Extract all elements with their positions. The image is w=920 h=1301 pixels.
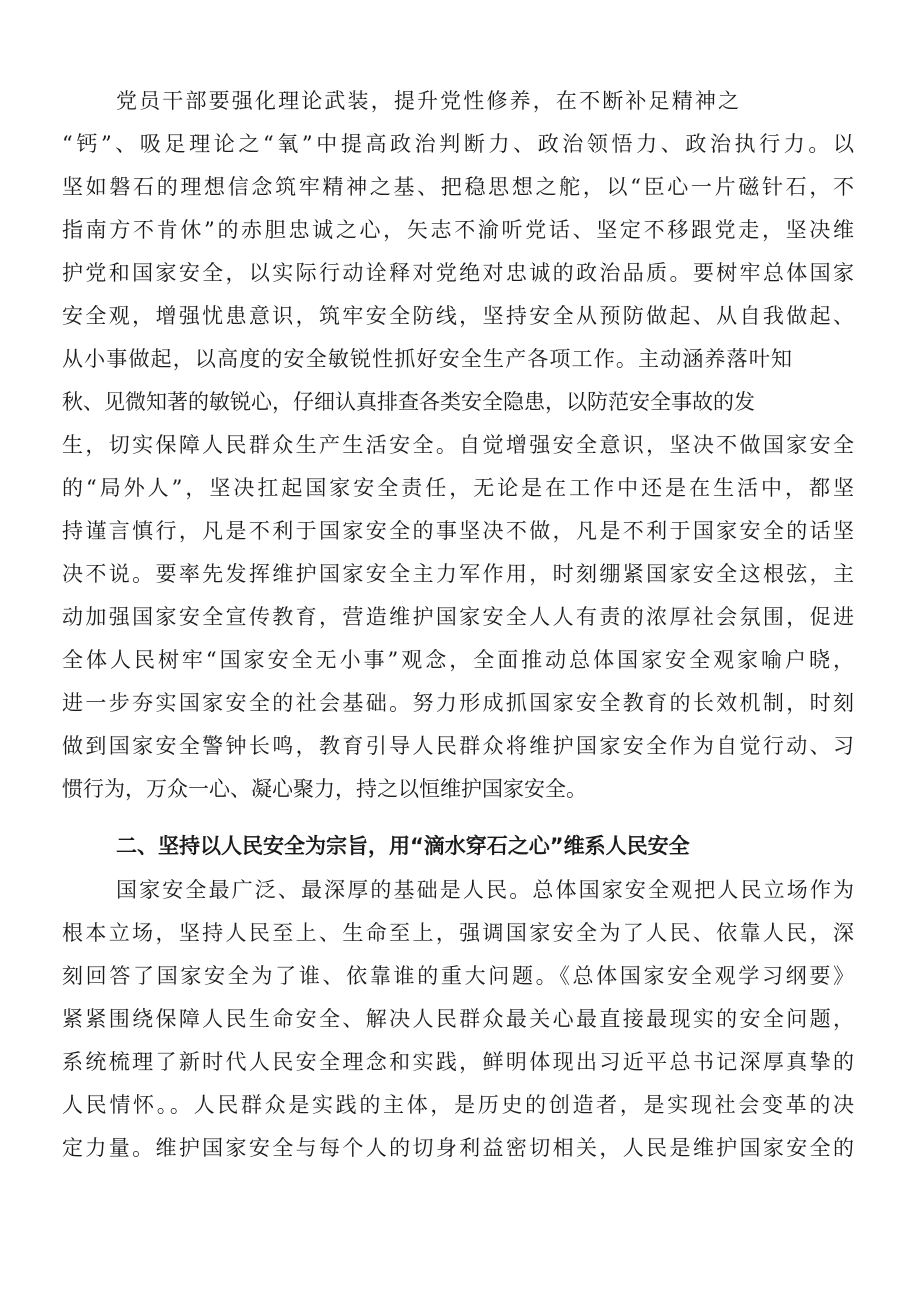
paragraph-line: “钙”、吸足理论之“氧”中提高政治判断力、政治领悟力、政治执行力。以 (62, 132, 854, 156)
paragraph-line: 秋、见微知著的敏锐心，仔细认真排查各类安全隐患，以防范安全事故的发 (62, 390, 755, 414)
paragraph-line: 党员干部要强化理论武装，提升党性修养，在不断补足精神之 (116, 89, 739, 113)
paragraph-line: 决不说。要率先发挥维护国家安全主力军作用，时刻绷紧国家安全这根弦，主 (62, 562, 854, 586)
paragraph-line: 的“局外人”，坚决扛起国家安全责任，无论是在工作中还是在生活中，都坚 (62, 476, 854, 500)
paragraph-line: 安全观，增强忧患意识，筑牢安全防线，坚持安全从预防做起、从自我做起、 (62, 304, 854, 328)
paragraph-line: 定力量。维护国家安全与每个人的切身利益密切相关，人民是维护国家安全的 (62, 1136, 854, 1160)
paragraph-line: 系统梳理了新时代人民安全理念和实践，鲜明体现出习近平总书记深厚真挚的 (62, 1050, 854, 1074)
paragraph-line: 刻回答了国家安全为了谁、依靠谁的重大问题。《总体国家安全观学习纲要》 (62, 964, 854, 988)
paragraph-line: 全体人民树牢“国家安全无小事”观念，全面推动总体国家安全观家喻户晓， (62, 648, 854, 672)
paragraph-line: 坚如磐石的理想信念筑牢精神之基、把稳思想之舵，以“臣心一片磁针石，不 (62, 175, 854, 199)
paragraph-line: 从小事做起，以高度的安全敏锐性抓好安全生产各项工作。主动涵养落叶知 (62, 347, 792, 371)
paragraph-line: 紧紧围绕保障人民生命安全、解决人民群众最关心最直接最现实的安全问题， (62, 1007, 854, 1031)
paragraph-line: 国家安全最广泛、最深厚的基础是人民。总体国家安全观把人民立场作为 (116, 878, 854, 902)
section-heading: 二、坚持以人民安全为宗旨，用“滴水穿石之心”维系人民安全 (116, 834, 690, 858)
paragraph-line: 做到国家安全警钟长鸣，教育引导人民群众将维护国家安全作为自觉行动、习 (62, 734, 854, 758)
paragraph-line: 动加强国家安全宣传教育，营造维护国家安全人人有责的浓厚社会氛围，促进 (62, 605, 854, 629)
paragraph-line: 进一步夯实国家安全的社会基础。努力形成抓国家安全教育的长效机制，时刻 (62, 691, 854, 715)
paragraph-line: 人民情怀。。人民群众是实践的主体，是历史的创造者，是实现社会变革的决 (62, 1093, 854, 1117)
paragraph-line: 护党和国家安全，以实际行动诠释对党绝对忠诚的政治品质。要树牢总体国家 (62, 261, 854, 285)
paragraph-line: 指南方不肯休”的赤胆忠诚之心，矢志不渝听党话、坚定不移跟党走，坚决维 (62, 218, 854, 242)
paragraph-line: 持谨言慎行，凡是不利于国家安全的事坚决不做，凡是不利于国家安全的话坚 (62, 519, 854, 543)
paragraph-line: 生，切实保障人民群众生产生活安全。自觉增强安全意识，坚决不做国家安全 (62, 433, 854, 457)
paragraph-line: 惯行为，万众一心、凝心聚力，持之以恒维护国家安全。 (62, 777, 587, 801)
paragraph-line: 根本立场，坚持人民至上、生命至上，强调国家安全为了人民、依靠人民，深 (62, 921, 854, 945)
